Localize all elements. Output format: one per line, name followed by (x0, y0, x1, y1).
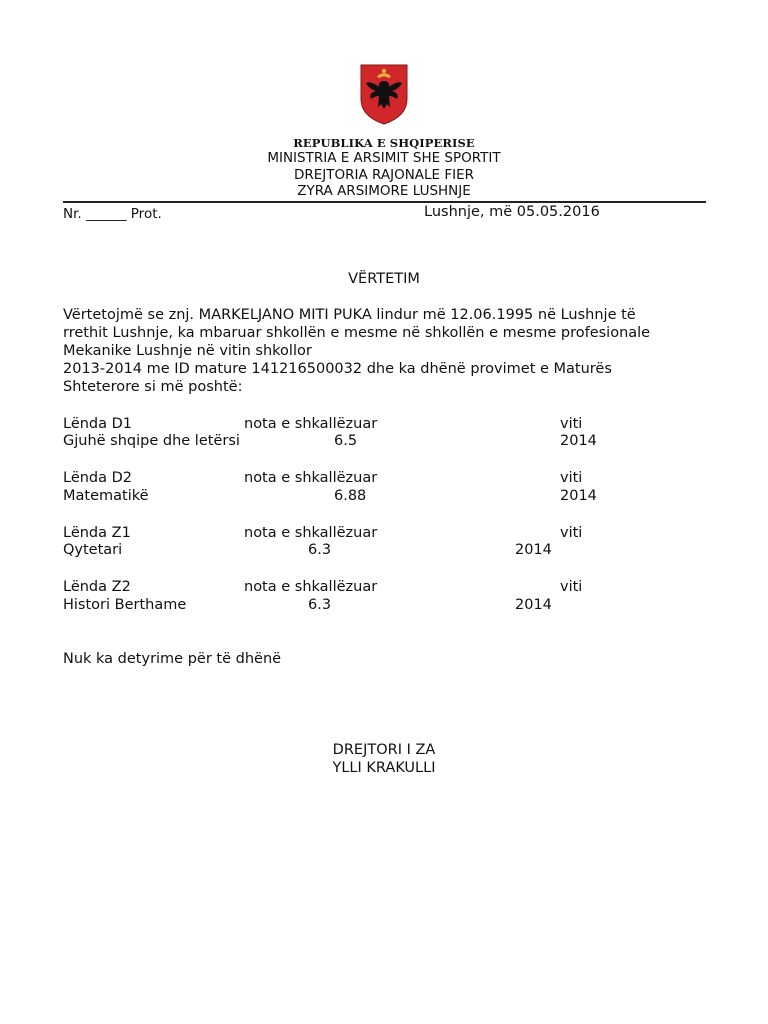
header-office: ZYRA ARSIMORE LUSHNJE (297, 183, 471, 199)
subject-grade: 6.3 (308, 542, 332, 558)
subject-grade: 6.5 (334, 433, 358, 449)
subject-name: Histori Berthame (63, 597, 187, 613)
subject-year: 2014 (560, 433, 597, 449)
subject-code-label: Lënda Z2 (63, 579, 131, 595)
body-line: 2013-2014 me ID mature 141216500032 dhe ka dhënë provimet e Maturës (63, 361, 612, 377)
subject-code-label: Lënda D1 (63, 416, 133, 432)
emblem-star (382, 69, 386, 73)
body-line: Shteterore si më poshtë: (63, 379, 243, 395)
header-divider (63, 201, 706, 203)
subject-name: Gjuhë shqipe dhe letërsi (63, 433, 240, 449)
grade-header: nota e shkallëzuar (244, 579, 378, 595)
obligations-note: Nuk ka detyrime për të dhënë (63, 651, 282, 667)
subject-name: Qytetari (63, 542, 123, 558)
subject-grade: 6.88 (334, 488, 367, 504)
subject-grade: 6.3 (308, 597, 332, 613)
subject-year: 2014 (515, 597, 552, 613)
grade-header: nota e shkallëzuar (244, 416, 378, 432)
header-ministry: MINISTRIA E ARSIMIT SHE SPORTIT (267, 150, 501, 166)
grade-header: nota e shkallëzuar (244, 470, 378, 486)
body-line: Mekanike Lushnje në vitin shkollor (63, 343, 312, 359)
year-header: viti (560, 579, 583, 595)
document-title: VËRTETIM (348, 271, 420, 287)
grade-header: nota e shkallëzuar (244, 525, 378, 541)
reference-place-date: Lushnje, më 05.05.2016 (424, 204, 600, 220)
signatory-name: YLLI KRAKULLI (332, 760, 436, 776)
albanian-emblem-icon (358, 63, 410, 125)
year-header: viti (560, 416, 583, 432)
subject-name: Matematikë (63, 488, 149, 504)
subject-year: 2014 (560, 488, 597, 504)
subject-year: 2014 (515, 542, 552, 558)
year-header: viti (560, 470, 583, 486)
header-republic: REPUBLIKA E SHQIPERISE (293, 136, 475, 150)
body-line: rrethit Lushnje, ka mbaruar shkollën e mesme në shkollën e mesme profesionale (63, 325, 651, 341)
subject-code-label: Lënda Z1 (63, 525, 131, 541)
header-directorate: DREJTORIA RAJONALE FIER (293, 167, 475, 183)
signatory-title: DREJTORI I ZA (332, 742, 436, 758)
subject-code-label: Lënda D2 (63, 470, 133, 486)
year-header: viti (560, 525, 583, 541)
body-line: Vërtetojmë se znj. MARKELJANO MITI PUKA lindur më 12.06.1995 në Lushnje të (63, 307, 636, 323)
reference-number: Nr. ______ Prot. (63, 206, 162, 222)
